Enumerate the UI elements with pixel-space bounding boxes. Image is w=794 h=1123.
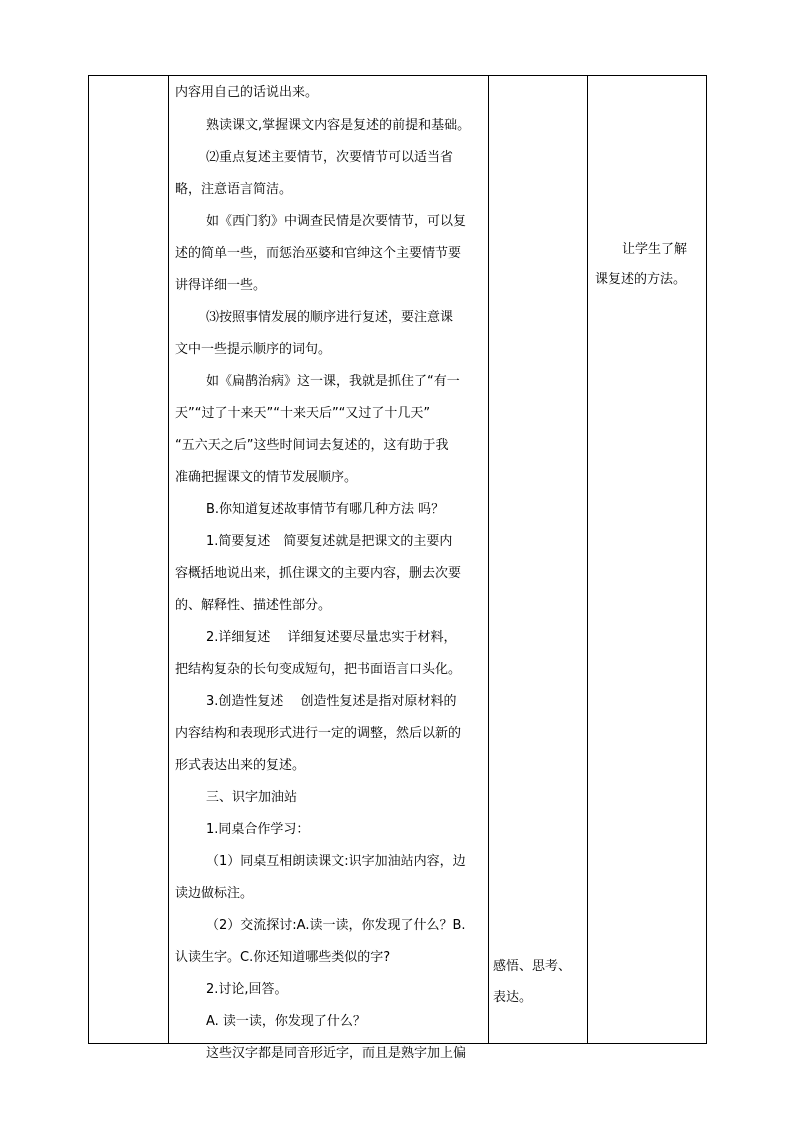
content-line: 内容用自己的话说出来。 [175, 85, 319, 100]
content-line: 天”“过了十来天”“十来天后”“又过了十几天” [175, 406, 431, 421]
column-divider-3 [587, 76, 588, 1043]
content-line: 述的简单一些，而惩治巫婆和官绅这个主要情节要 [175, 246, 462, 261]
lesson-table [88, 75, 707, 1061]
content-line: 准确把握课文的情节发展顺序。 [175, 470, 358, 485]
content-line: 容概括地说出来，抓住课文的主要内容，删去次要 [175, 566, 462, 581]
note-line: 课复述的方法。 [595, 272, 687, 287]
content-line: 内容结构和表现形式进行一定的调整，然后以新的 [175, 726, 462, 741]
content-line: （1）同桌互相朗读课文:识字加油站内容，边 [206, 854, 466, 869]
content-line: 读边做标注。 [175, 886, 254, 901]
content-line: 2.讨论,回答。 [206, 982, 288, 997]
content-line: 2.详细复述 详细复述要尽量忠实于材料， [206, 630, 457, 645]
content-line: 熟读课文,掌握课文内容是复述的前提和基础。 [206, 118, 471, 133]
content-line: “五六天之后”这些时间词去复述的，这有助于我 [175, 438, 449, 453]
activity-line: 感悟、思考、 [493, 959, 572, 974]
column-divider-1 [168, 76, 169, 1043]
content-line: ⑶按照事情发展的顺序进行复述，要注意课 [206, 310, 454, 325]
content-line: 形式表达出来的复述。 [175, 758, 306, 773]
content-line: 3.创造性复述 创造性复述是指对原材料的 [206, 694, 457, 709]
section-heading: 三、识字加油站 [206, 790, 298, 805]
content-line: 1.简要复述 简要复述就是把课文的主要内 [206, 534, 453, 549]
content-line: B.你知道复述故事情节有哪几种方法 吗？ [206, 502, 445, 517]
content-line: ⑵重点复述主要情节，次要情节可以适当省 [206, 150, 454, 165]
content-line: 这些汉字都是同音形近字，而且是熟字加上偏 [206, 1046, 467, 1061]
content-line: A. 读一读，你发现了什么？ [206, 1014, 366, 1029]
content-line: （2）交流探讨:A.读一读，你发现了什么？B. [206, 918, 466, 933]
note-line: 让学生了解 [622, 242, 688, 257]
activity-line: 表达。 [493, 990, 533, 1005]
content-line: 把结构复杂的长句变成短句，把书面语言口头化。 [175, 662, 462, 677]
content-line: 1.同桌合作学习： [206, 822, 310, 837]
content-line: 的、解释性、描述性部分。 [175, 598, 332, 613]
content-line: 文中一些提示顺序的词句。 [175, 342, 332, 357]
content-line: 如《扁鹊治病》这一课，我就是抓住了“有一 [206, 374, 460, 389]
column-divider-2 [488, 76, 489, 1043]
content-line: 认读生字。C.你还知道哪些类似的字? [175, 950, 391, 965]
content-line: 略，注意语言简洁。 [175, 182, 293, 197]
content-line: 讲得详细一些。 [175, 278, 267, 293]
content-line: 如《西门豹》中调查民情是次要情节，可以复 [206, 214, 467, 229]
